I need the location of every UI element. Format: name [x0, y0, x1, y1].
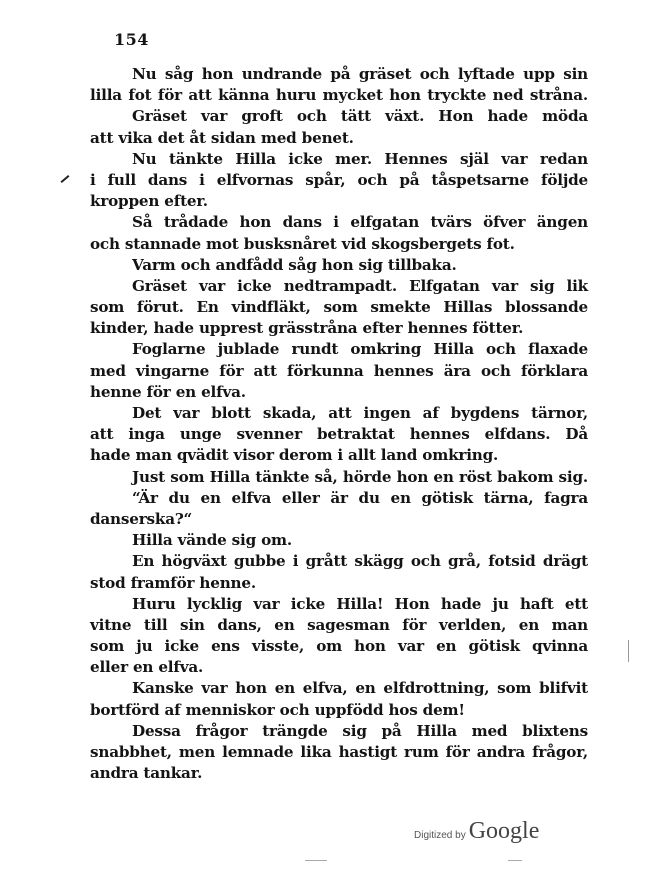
text-line: som ju icke ens visste, om hon var en götisk qvinna [90, 637, 588, 656]
text-line: i full dans i elfvornas spår, och på tåspetsarne följde [90, 170, 588, 189]
text-line: “Är du en elfva eller är du en götisk tärna, fagra [132, 488, 588, 507]
text-line: att inga unge svenner betraktat hennes elfdans. Då [90, 425, 588, 444]
text-line: lilla fot för att känna huru mycket hon tryckte ned stråna. [90, 86, 588, 105]
text-line: snabbhet, men lemnade lika hastigt rum för andra frågor, [90, 743, 588, 761]
text-line: bortförd af menniskor och uppfödd hos dem! [90, 700, 465, 719]
scan-artifact [508, 860, 522, 861]
body-text [90, 64, 588, 784]
digitized-by-google-watermark [414, 818, 539, 845]
text-line: eller en elfva. [90, 658, 204, 677]
text-line: Varm och andfådd såg hon sig tillbaka. [132, 255, 457, 274]
text-line: Dessa frågor trängde sig på Hilla med blixtens [132, 721, 588, 740]
text-line: vitne till sin dans, en sagesman för verlden, en man [90, 615, 588, 634]
text-line: som förut. En vindfläkt, som smekte Hillas blossande [90, 298, 588, 317]
text-line: kroppen efter. [90, 192, 208, 211]
text-line: att vika det åt sidan med benet. [90, 128, 354, 147]
text-line: Nu såg hon undrande på gräset och lyftade upp sin [132, 65, 588, 83]
text-line: Gräset var icke nedtrampadt. Elfgatan var sig lik [132, 276, 588, 295]
text-line: hade man qvädit visor derom i allt land omkring. [90, 446, 499, 465]
text-line: Kanske var hon en elfva, en elfdrottning, som blifvit [132, 679, 588, 698]
text-line: En högväxt gubbe i grått skägg och grå, fotsid drägt [132, 552, 588, 571]
text-line: Gräset var groft och tätt växt. Hon hade möda [132, 107, 588, 126]
text-line: Nu tänkte Hilla icke mer. Hennes själ var redan [132, 149, 588, 168]
text-line: stod framför henne. [90, 573, 256, 592]
text-line: Foglarne jublade rundt omkring Hilla och flaxade [132, 340, 588, 359]
text-line: kinder, hade upprest grässtråna efter hennes fötter. [90, 319, 524, 338]
page-number: 154 [114, 30, 149, 49]
google-logo: Google [468, 818, 540, 844]
text-line: Just som Hilla tänkte så, hörde hon en röst bakom sig. [132, 467, 588, 486]
text-line: Det var blott skada, att ingen af bygdens tärnor, [132, 404, 588, 422]
text-line: henne för en elfva. [90, 382, 246, 401]
digitized-label: Digitized by [414, 830, 466, 841]
text-line: och stannade mot busksnåret vid skogsbergets fot. [90, 234, 515, 253]
text-line: Huru lycklig var icke Hilla! Hon hade ju haft ett [132, 594, 588, 613]
text-line: andra tankar. [90, 764, 203, 783]
text-line: Hilla vände sig om. [132, 531, 292, 550]
scan-edge-mark [628, 640, 629, 662]
margin-pencil-mark [61, 175, 70, 183]
text-line: danserska?“ [90, 509, 193, 528]
text-line: Så trådade hon dans i elfgatan tvärs öfver ängen [132, 213, 588, 232]
text-line: med vingarne för att förkunna hennes ära och förklara [90, 361, 588, 380]
scan-artifact [305, 860, 327, 861]
